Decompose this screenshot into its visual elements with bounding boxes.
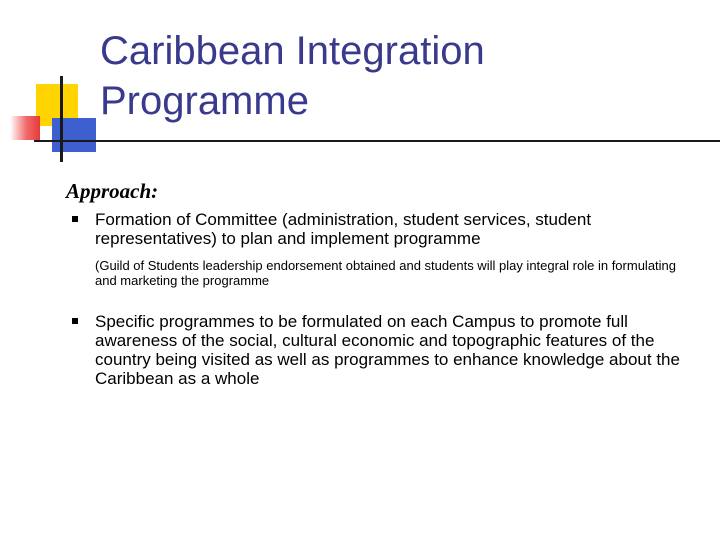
bullet-text-1: Formation of Committee (administration, student services, student representatives) to plan and implement programme [95,210,592,248]
decor-horizontal-line [34,140,720,142]
bullet-text-2: Specific programmes to be formulated on each Campus to promote full awareness of the social, cultural economic and topographic features of the country being visited as well as programmes to enhance knowledge about the Caribbean as a whole [95,312,680,388]
slide-title [100,26,485,126]
slide-title-line-2: Programme [100,79,309,123]
section-heading: Approach: [66,179,159,203]
decor-blue-square [52,118,96,152]
decor-vertical-line [60,76,63,162]
bullet-square-icon [72,318,78,324]
bullet-note-1: (Guild of Students leadership endorsement obtained and students will play integral role in formulating and marketing the programme [95,258,677,288]
bullet-square-icon [72,216,78,222]
slide-title-line-1: Caribbean Integration [100,29,485,73]
decor-red-square [10,116,40,140]
